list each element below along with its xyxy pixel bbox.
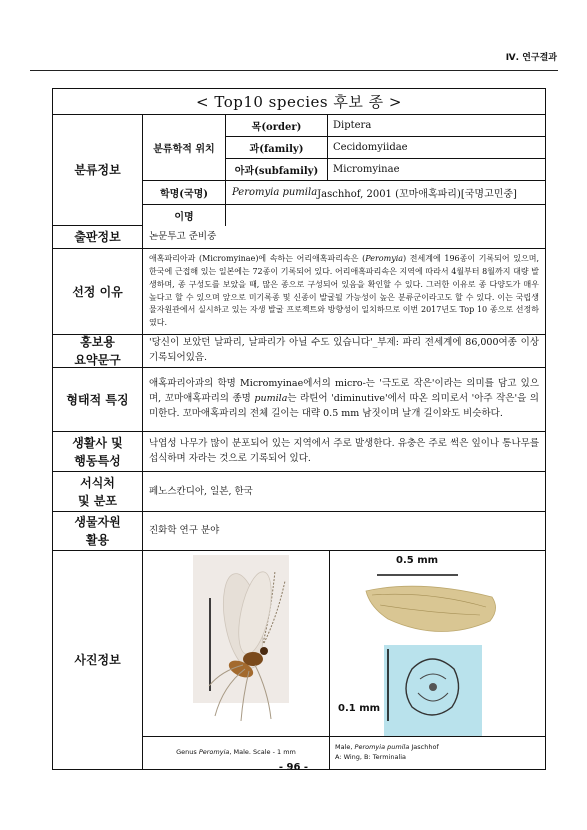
- photo-detail-cell: [330, 551, 545, 737]
- reason-text-2: ) 전세계에 196종이 기록되어 있으며, 한국에 근접해 있는 일본에는 72종이 기록되어 있다. 어리애혹파리속은 지역에 따라서 4월부터 8월까지 대량 발생하며, 종 구성도를 보았을 때, 많은 종으로 구성되어 있음을 확인할 수 있다. 그러한 이유로 종 다양도가 매우 높다고 할 수 있으며 앞으로 미기록종 및 신종이 발굴될 가능성이 높은 분류군이라고도 할 수 있다. 이는 국립생물자원관에서 실시하고 있는 자생 발굴 프로젝트와 방향성이 일치하므로 이번 2017년도 Top 10 종으로 선정하였다.: [149, 254, 539, 328]
- promo-text: '당신이 보았던 날파리, 날파리가 아닐 수도 있습니다'_부제: 파리 전세계에 86,000여종 이상 기록되어있음.: [149, 337, 539, 363]
- order-value: Diptera: [328, 115, 545, 137]
- sciname-author: Jaschhof, 2001 (꼬마애혹파리)[국명고민중]: [317, 189, 517, 200]
- caption-right-line2: A: Wing, B: Terminalia: [335, 753, 407, 761]
- promo-label: [53, 335, 143, 368]
- bioresource-value: 진화학 연구 분야: [143, 512, 545, 551]
- distribution-value: 페노스칸디아, 일본, 한국: [143, 472, 545, 512]
- running-head: Ⅳ. 연구결과: [505, 53, 557, 63]
- scale-label-top: 0.5 mm: [396, 555, 439, 566]
- habitat-value: [143, 432, 545, 472]
- order-label: 목(order): [226, 115, 328, 137]
- habitat-label-line1: 생활사 및: [72, 435, 123, 450]
- sheet-title: < Top10 species 후보 종 >: [53, 89, 545, 115]
- caption-left-genus: Peromyia: [198, 748, 230, 757]
- subfamily-label: 아과(subfamily): [226, 159, 328, 181]
- habitus-photo: [143, 551, 329, 736]
- morphology-value: [143, 368, 545, 432]
- sciname-value: [226, 181, 545, 205]
- morphology-text-2: 는 라틴어 'diminutive'에서 따온 의미로서 '아주 작은'을 의미한다. 꼬마애혹파리의 전체 길이는 대략 0.5 mm 남짓이며 날개 길이와도 비슷하다.: [149, 393, 539, 419]
- bioresource-label: [53, 512, 143, 551]
- publication-label: 출판정보: [53, 226, 143, 249]
- morphology-text-1: 애혹파리아과의 학명 Micromyinae에서의 micro-는 '극도로 작은'이라는 의미를 담고 있으며, 꼬마애혹파리의 종명: [149, 378, 539, 405]
- distribution-label-line2: 및 분포: [78, 493, 117, 508]
- habitat-text: 낙엽성 나무가 많이 분포되어 있는 지역에서 주로 발생한다. 유충은 주로 썩은 잎이나 통나무를 섭식하며 자라는 것으로 기록되어 있다.: [149, 437, 539, 464]
- sciname-binomial: Peromyia pumila: [232, 187, 318, 198]
- photo-habitus-cell: [143, 551, 330, 737]
- photo-table: [143, 551, 545, 769]
- habitat-label-line2: 행동특성: [74, 453, 121, 468]
- subfamily-value: Micromyinae: [328, 159, 545, 181]
- promo-label-line2: 요약문구: [74, 353, 121, 367]
- morphology-label: 형태적 특징: [53, 368, 143, 432]
- habitat-label: [53, 432, 143, 472]
- species-sheet: [52, 88, 546, 770]
- distribution-label: [53, 472, 143, 512]
- reason-label: 선정 이유: [53, 249, 143, 335]
- caption-right-pre: Male,: [335, 743, 355, 752]
- sheet-grid: [53, 115, 545, 769]
- publication-value: 논문투고 준비중: [143, 226, 545, 249]
- reason-value: [143, 249, 545, 335]
- family-label: 과(family): [226, 137, 328, 159]
- scale-label-bottom: 0.1 mm: [338, 703, 381, 714]
- taxonomic-position-label: 분류학적 위치: [143, 115, 226, 181]
- classification-table: [143, 115, 545, 226]
- classification-label: 분류정보: [53, 115, 143, 226]
- header-rule: [30, 70, 558, 71]
- synonym-label: 이명: [143, 205, 226, 226]
- page-number: - 96 -: [278, 762, 309, 773]
- habitus-image: [143, 551, 329, 736]
- reason-genus: Peromyia: [365, 254, 404, 264]
- detail-photos: [330, 551, 545, 736]
- family-value: Cecidomyiidae: [328, 137, 545, 159]
- bioresource-label-line1: 생물자원: [74, 515, 121, 529]
- caption-right-sci: Peromyia pumila: [354, 743, 410, 752]
- promo-label-line1: 홍보용: [80, 335, 115, 349]
- caption-left-pre: Genus: [176, 748, 199, 757]
- synonym-value: [226, 205, 545, 226]
- promo-value: [143, 335, 545, 368]
- sciname-label: 학명(국명): [143, 181, 226, 205]
- caption-left-post: , Male. Scale - 1 mm: [229, 748, 296, 757]
- reason-text-1: 애혹파리아과 (Micromyinae)에 속하는 어리애혹파리속은 (: [149, 254, 366, 264]
- bioresource-label-line2: 활용: [85, 533, 110, 547]
- morphology-species: pumila: [254, 393, 288, 405]
- caption-right-post: Jaschhof: [409, 743, 439, 752]
- photo-label: 사진정보: [53, 551, 143, 769]
- distribution-label-line1: 서식처: [80, 475, 115, 490]
